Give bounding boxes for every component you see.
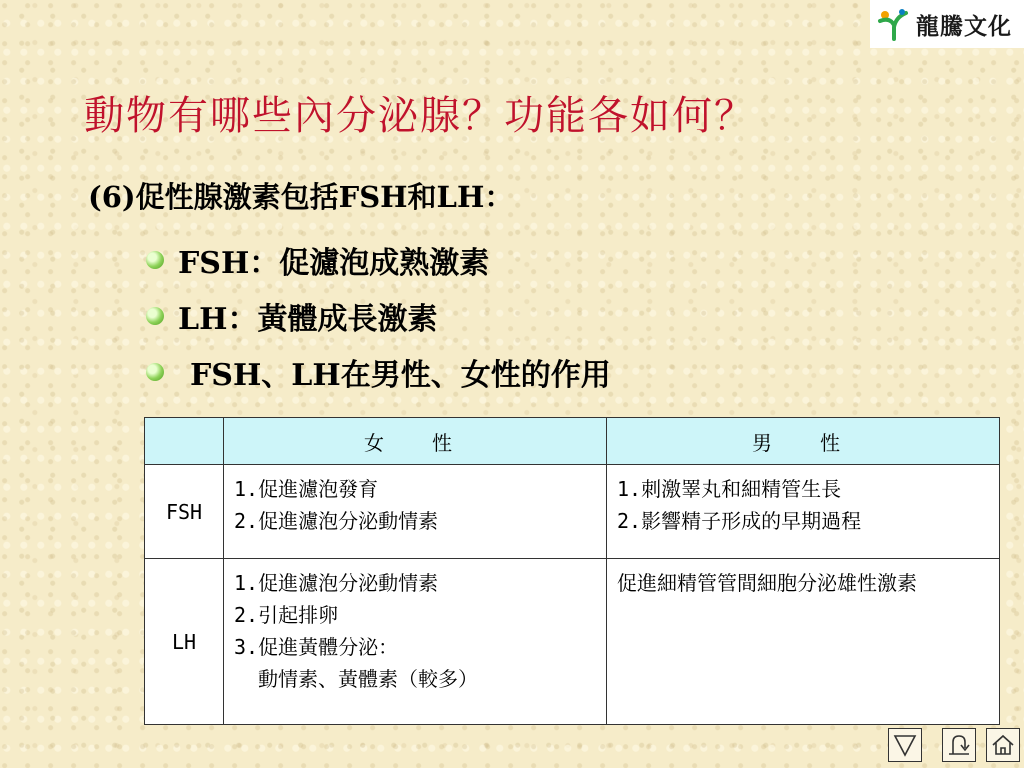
cell-line: 2.促進濾泡分泌動情素 [234, 509, 439, 533]
cell-line: 3.促進黃體分泌： [234, 635, 399, 659]
bullet-dot-icon [146, 363, 164, 381]
row-label-fsh: FSH [145, 465, 224, 559]
cell-line: 1.促進濾泡分泌動情素 [234, 571, 439, 595]
cell-line: 2.影響精子形成的早期過程 [617, 509, 862, 533]
table-row [145, 559, 1000, 725]
hormone-table [144, 417, 1000, 725]
nav-next-button[interactable] [888, 728, 922, 762]
brand-logo [870, 0, 1024, 48]
bullet-dot-icon [146, 307, 164, 325]
nav-return-button[interactable] [942, 728, 976, 762]
fsh-male-cell [607, 465, 1000, 559]
bullet-item [146, 344, 611, 400]
subheading: (6)促性腺激素包括FSH和LH： [88, 180, 514, 214]
table-header-row [145, 418, 1000, 465]
row-label-lh: LH [145, 559, 224, 725]
bullet-item [146, 288, 611, 344]
bullet-list [146, 232, 611, 400]
header-female: 女 性 [224, 418, 607, 465]
bullet-text: FSH：促濾泡成熟激素 [178, 246, 490, 281]
cell-line: 動情素、黃體素（較多） [258, 667, 478, 691]
table-row [145, 465, 1000, 559]
logo-text: 龍騰文化 [916, 13, 1012, 40]
cell-line: 1.促進濾泡發育 [234, 477, 379, 501]
page-title: 動物有哪些內分泌腺？功能各如何？ [84, 93, 756, 139]
home-icon [990, 732, 1016, 758]
return-icon [946, 732, 972, 758]
lh-male-cell [607, 559, 1000, 725]
cell-line: 促進細精管管間細胞分泌雄性激素 [617, 571, 917, 595]
cell-line: 1.刺激睪丸和細精管生長 [617, 477, 842, 501]
table-corner-cell [145, 418, 224, 465]
bullet-item [146, 232, 611, 288]
header-male: 男 性 [607, 418, 1000, 465]
lh-female-cell [224, 559, 607, 725]
nav-home-button[interactable] [986, 728, 1020, 762]
bullet-dot-icon [146, 251, 164, 269]
logo-leaf-icon [876, 7, 910, 41]
triangle-down-icon [892, 732, 918, 758]
bullet-text: LH：黃體成長激素 [178, 302, 438, 337]
cell-line: 2.引起排卵 [234, 603, 339, 627]
fsh-female-cell [224, 465, 607, 559]
bullet-text: FSH、LH在男性、女性的作用 [190, 358, 611, 393]
